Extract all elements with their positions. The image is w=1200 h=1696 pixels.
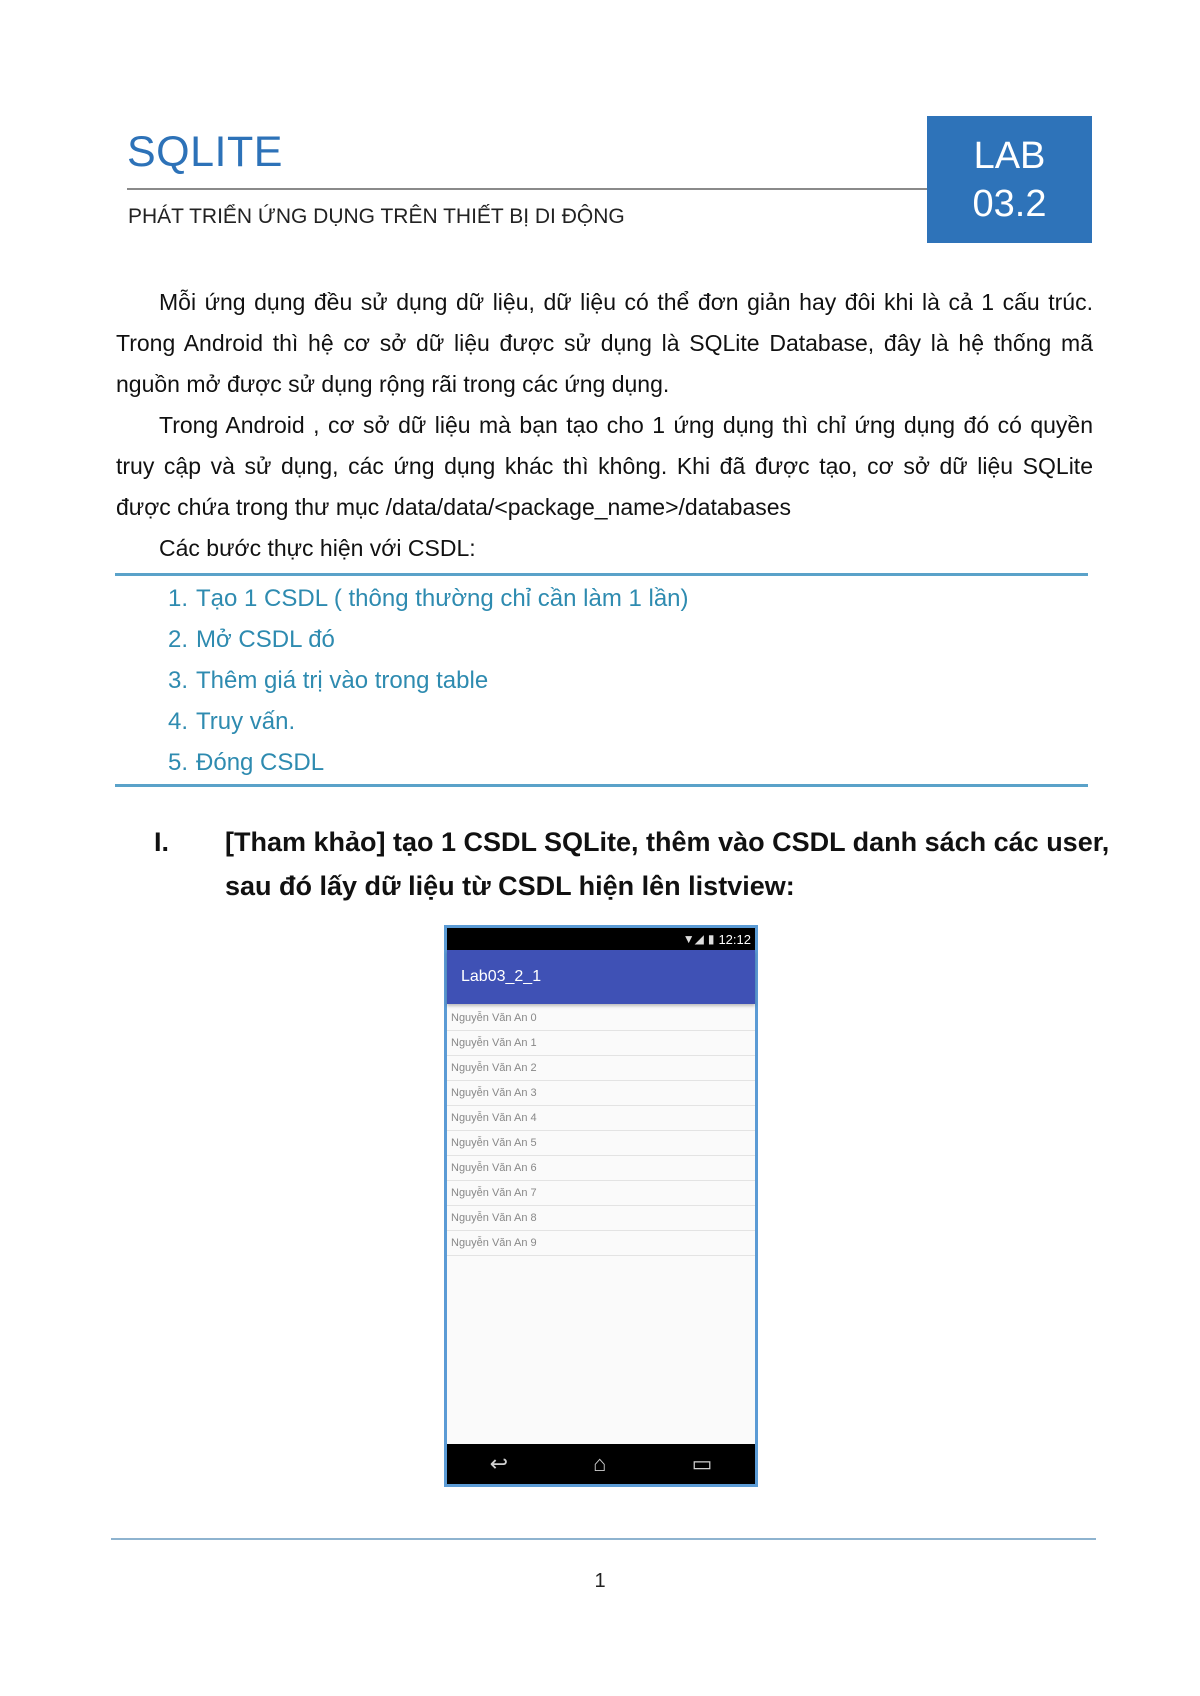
- doc-title: SQLITE: [127, 128, 283, 176]
- recents-icon[interactable]: ▭: [691, 1451, 713, 1476]
- list-item[interactable]: Nguyễn Văn An 1: [447, 1031, 755, 1056]
- steps-top-rule: [115, 573, 1088, 576]
- home-icon[interactable]: ⌂: [593, 1451, 607, 1476]
- list-item[interactable]: Nguyễn Văn An 9: [447, 1231, 755, 1256]
- back-icon[interactable]: ↩: [489, 1451, 509, 1476]
- list-item[interactable]: Nguyễn Văn An 0: [447, 1006, 755, 1031]
- steps-bottom-rule: [115, 784, 1088, 787]
- steps-list: [168, 578, 689, 783]
- phone-screenshot: [444, 925, 758, 1487]
- battery-icon: ▮: [707, 932, 715, 946]
- lab-badge-line1: LAB: [973, 134, 1046, 177]
- android-db-paragraph: Trong Android , cơ sở dữ liệu mà bạn tạo cho 1 ứng dụng thì chỉ ứng dụng đó có quyền truy cập và sử dụng, các ứng dụng khác thì không. Khi đã được tạo, cơ sở dữ liệu SQLite được chứa trong thư mục /data/data/<package_name>/databases: [116, 412, 1093, 520]
- lab-badge: [927, 116, 1092, 243]
- step-item: 1. Tạo 1 CSDL ( thông thường chỉ cần làm 1 lần): [168, 585, 689, 612]
- user-listview[interactable]: [447, 1006, 755, 1256]
- status-time: 12:12: [718, 931, 751, 947]
- doc-subtitle: PHÁT TRIỂN ỨNG DỤNG TRÊN THIẾT BỊ DI ĐỘNG: [128, 205, 625, 228]
- lab-badge-line2: 03.2: [972, 182, 1047, 225]
- step-item: 5. Đóng CSDL: [168, 749, 325, 776]
- list-item[interactable]: Nguyễn Văn An 5: [447, 1131, 755, 1156]
- list-item[interactable]: Nguyễn Văn An 8: [447, 1206, 755, 1231]
- steps-intro: Các bước thực hiện với CSDL:: [159, 535, 476, 561]
- title-divider: [127, 188, 927, 190]
- intro-paragraph: Mỗi ứng dụng đều sử dụng dữ liệu, dữ liệu có thể đơn giản hay đôi khi là cả 1 cấu trúc. Trong Android thì hệ cơ sở dữ liệu được sử dụng là SQLite Database, đây là hệ thống mã nguồn mở được sử dụng rộng rãi trong các ứng dụng.: [116, 289, 1093, 397]
- status-bar: [447, 928, 755, 950]
- wifi-signal-icon: ▼◢: [682, 932, 704, 946]
- list-item[interactable]: Nguyễn Văn An 2: [447, 1056, 755, 1081]
- page-number: 1: [594, 1570, 606, 1592]
- step-item: 4. Truy vấn.: [168, 708, 296, 735]
- section-title: [Tham khảo] tạo 1 CSDL SQLite, thêm vào CSDL danh sách các user, sau đó lấy dữ liệu từ CSDL hiện lên listview:: [225, 827, 1110, 901]
- list-item[interactable]: Nguyễn Văn An 4: [447, 1106, 755, 1131]
- section-number: I.: [154, 827, 170, 857]
- app-title: Lab03_2_1: [461, 968, 542, 985]
- navigation-bar: [447, 1444, 755, 1484]
- step-item: 3. Thêm giá trị vào trong table: [168, 667, 489, 694]
- list-item[interactable]: Nguyễn Văn An 7: [447, 1181, 755, 1206]
- step-item: 2. Mở CSDL đó: [168, 626, 335, 653]
- list-item[interactable]: Nguyễn Văn An 6: [447, 1156, 755, 1181]
- footer-divider: [111, 1538, 1096, 1540]
- list-item[interactable]: Nguyễn Văn An 3: [447, 1081, 755, 1106]
- app-bar: [447, 950, 755, 1004]
